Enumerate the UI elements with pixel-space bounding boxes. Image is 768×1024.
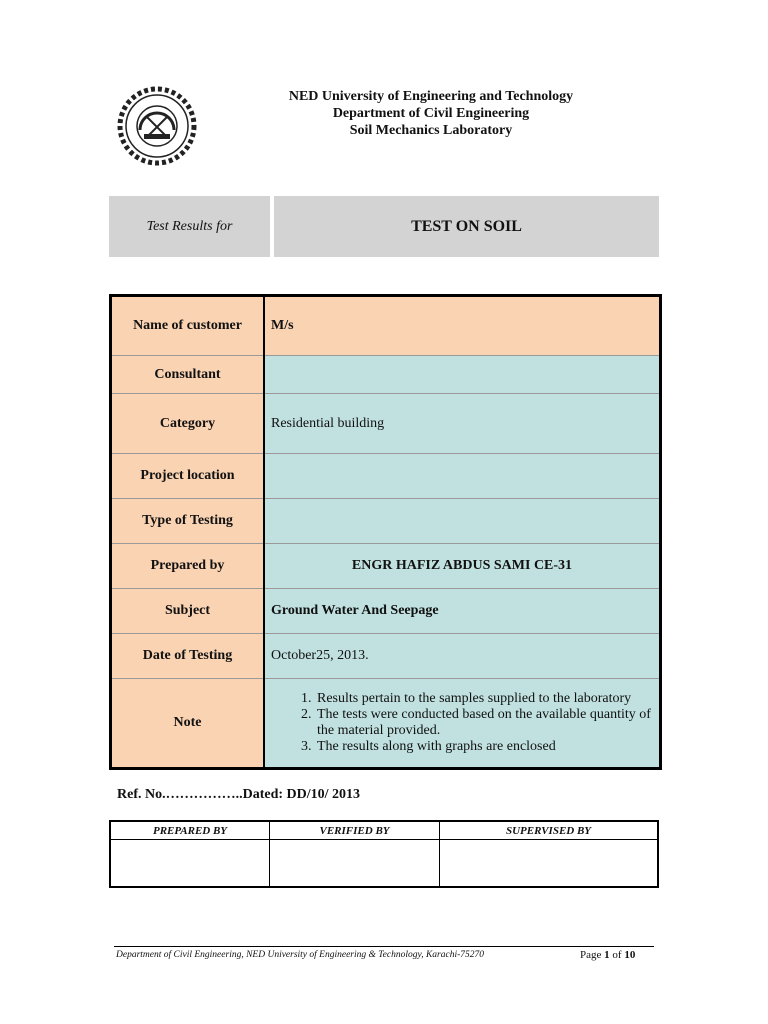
field-label: Consultant [111,356,265,394]
page-total: 10 [624,949,636,961]
table-row [111,589,661,634]
notes-list [271,691,653,755]
note-item: 1. Results pertain to the samples supplied to the laboratory [315,691,653,707]
signature-row [110,840,658,888]
table-row [111,394,661,453]
project-location-value [264,453,661,498]
field-label: Name of customer [111,296,265,356]
consultant-value [264,356,661,394]
page-number [580,949,635,961]
field-label: Category [111,394,265,453]
prepared-by-signature [110,840,270,888]
signature-header-row [110,821,658,840]
institution-header [200,88,662,139]
table-row [111,678,661,768]
verified-by-header: VERIFIED BY [270,821,440,840]
supervised-by-signature [440,840,659,888]
title-banner [109,196,659,257]
type-of-testing-value [264,498,661,543]
department-name: Department of Civil Engineering [332,106,530,121]
note-item: 3. The results along with graphs are enclosed [315,739,653,755]
table-row [111,296,661,356]
footer-text: Department of Civil Engineering, NED University of Engineering & Technology, Karachi-75270 [116,950,484,960]
verified-by-signature [270,840,440,888]
table-row [111,356,661,394]
test-title: TEST ON SOIL [274,196,659,257]
lab-name: Soil Mechanics Laboratory [349,123,513,138]
table-row [111,634,661,678]
reference-line: Ref. No.……………..Dated: DD/10/ 2013 [117,787,361,802]
signature-table [109,820,659,888]
field-label: Type of Testing [111,498,265,543]
prepared-by-header: PREPARED BY [110,821,270,840]
customer-name-value: M/s [264,296,661,356]
field-label: Prepared by [111,544,265,589]
category-value: Residential building [264,394,661,453]
page-word: Page [580,949,602,961]
page-current: 1 [604,949,610,961]
field-label: Note [111,678,265,768]
table-row [111,544,661,589]
field-label: Subject [111,589,265,634]
supervised-by-header: SUPERVISED BY [440,821,659,840]
prepared-by-value: ENGR HAFIZ ABDUS SAMI CE-31 [264,544,661,589]
table-row [111,498,661,543]
of-word: of [612,949,622,961]
table-row [111,453,661,498]
note-item: 2. The tests were conducted based on the available quantity of the material provided. [315,707,653,739]
test-results-for-label: Test Results for [109,196,270,257]
field-label: Project location [111,453,265,498]
date-of-testing-value: October25, 2013. [264,634,661,678]
report-details-table [109,294,662,770]
field-label: Date of Testing [111,634,265,678]
notes-cell [264,678,661,768]
university-name: NED University of Engineering and Technology [288,89,574,104]
footer-divider [114,946,654,947]
subject-value: Ground Water And Seepage [264,589,661,634]
university-logo [116,86,198,166]
